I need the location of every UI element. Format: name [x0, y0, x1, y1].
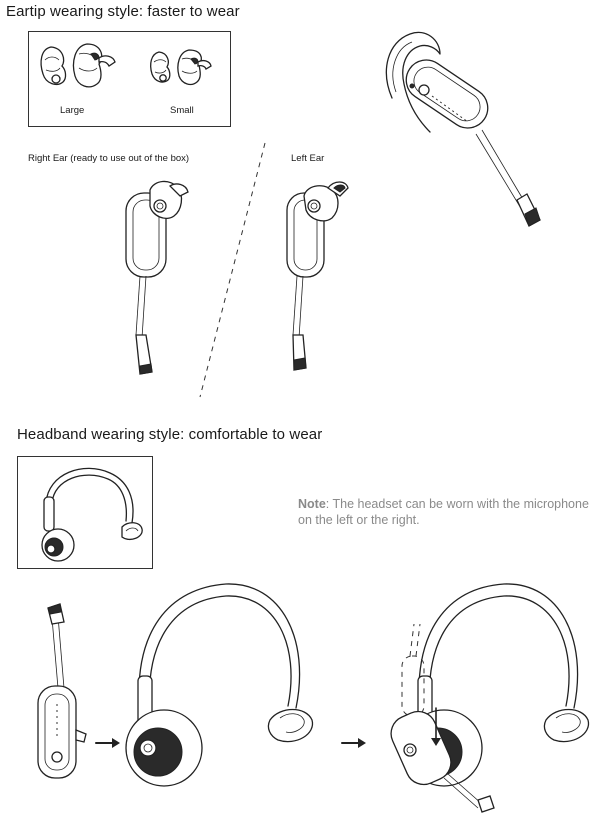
eartip-heading: Eartip wearing style: faster to wear	[6, 3, 240, 20]
note-text: Note: The headset can be worn with the microphone on the left or the right.	[298, 497, 589, 527]
large-label: Large	[60, 105, 85, 116]
left-ear-label: Left Ear	[291, 153, 325, 164]
right-ear-label: Right Ear (ready to use out of the box)	[28, 153, 190, 164]
note-label: Note	[298, 497, 326, 511]
headband-heading: Headband wearing style: comfortable to wear	[17, 426, 323, 443]
small-label: Small	[170, 105, 194, 116]
